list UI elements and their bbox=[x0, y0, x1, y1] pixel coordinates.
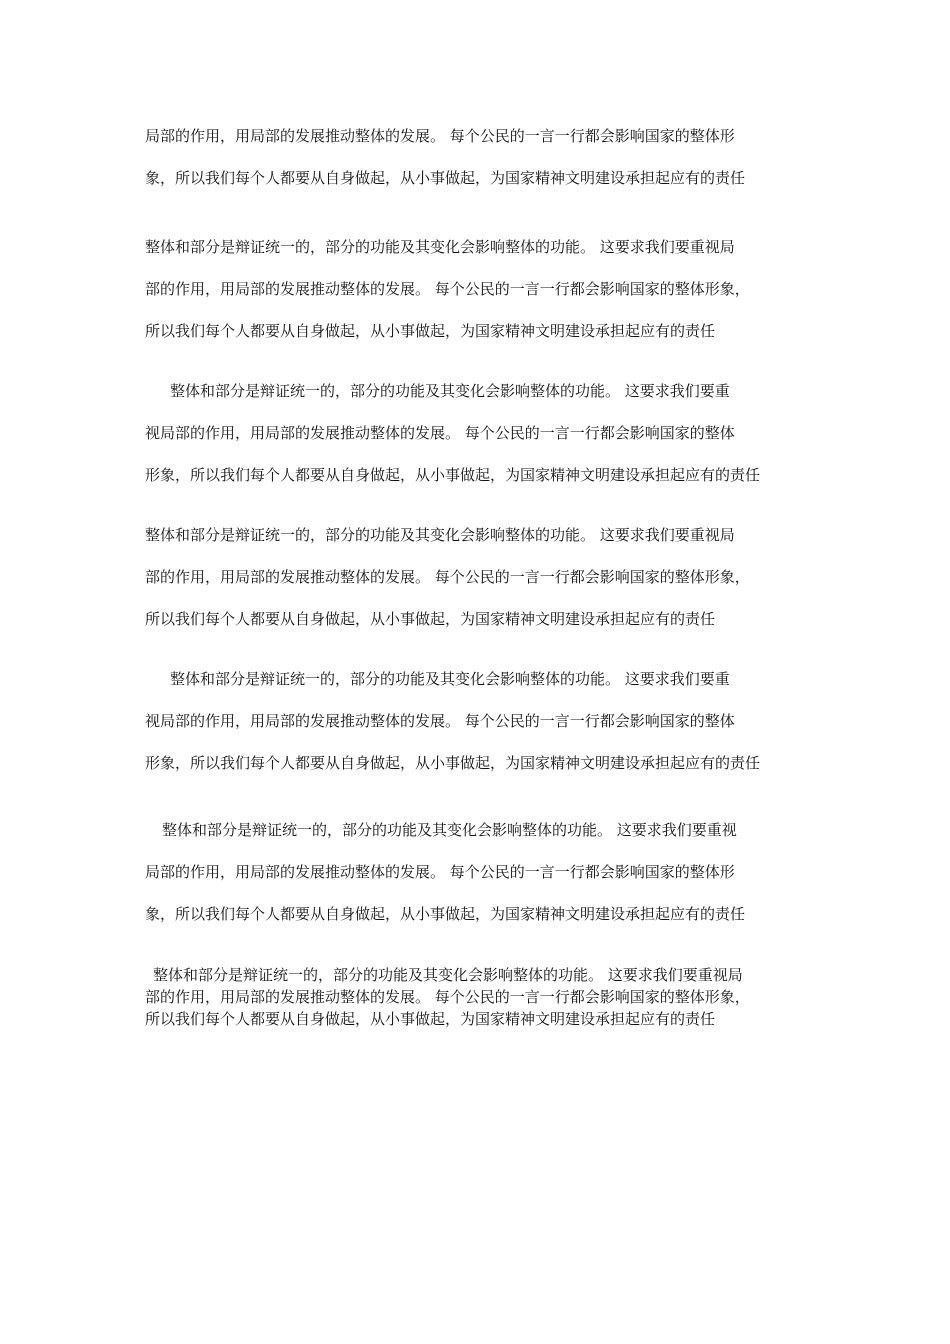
text-line: 部的作用，用局部的发展推动整体的发展。 每个公民的一言一行都会影响国家的整体形象， bbox=[145, 568, 750, 586]
text-line: 部的作用，用局部的发展推动整体的发展。 每个公民的一言一行都会影响国家的整体形象， bbox=[145, 280, 750, 298]
text-line: 局部的作用，用局部的发展推动整体的发展。 每个公民的一言一行都会影响国家的整体形 bbox=[145, 863, 735, 881]
text-line: 整体和部分是辩证统一的，部分的功能及其变化会影响整体的功能。 这要求我们要重视 bbox=[162, 821, 737, 839]
text-line: 局部的作用，用局部的发展推动整体的发展。 每个公民的一言一行都会影响国家的整体形 bbox=[145, 127, 735, 145]
text-line: 整体和部分是辩证统一的，部分的功能及其变化会影响整体的功能。 这要求我们要重 bbox=[170, 670, 730, 688]
text-line: 整体和部分是辩证统一的，部分的功能及其变化会影响整体的功能。 这要求我们要重视局 bbox=[145, 526, 735, 544]
text-line: 象，所以我们每个人都要从自身做起，从小事做起，为国家精神文明建设承担起应有的责任 bbox=[145, 905, 746, 923]
text-line: 形象，所以我们每个人都要从自身做起，从小事做起，为国家精神文明建设承担起应有的责任 bbox=[145, 754, 761, 772]
text-line: 象，所以我们每个人都要从自身做起，从小事做起，为国家精神文明建设承担起应有的责任 bbox=[145, 169, 746, 187]
text-line: 形象，所以我们每个人都要从自身做起，从小事做起，为国家精神文明建设承担起应有的责任 bbox=[145, 466, 761, 484]
text-line: 所以我们每个人都要从自身做起，从小事做起，为国家精神文明建设承担起应有的责任 bbox=[145, 322, 716, 340]
text-line: 整体和部分是辩证统一的，部分的功能及其变化会影响整体的功能。 这要求我们要重视局 bbox=[145, 238, 735, 256]
text-line: 整体和部分是辩证统一的，部分的功能及其变化会影响整体的功能。 这要求我们要重 bbox=[170, 382, 730, 400]
text-line: 所以我们每个人都要从自身做起，从小事做起，为国家精神文明建设承担起应有的责任 bbox=[145, 610, 716, 628]
text-line: 整体和部分是辩证统一的，部分的功能及其变化会影响整体的功能。 这要求我们要重视局 bbox=[153, 966, 743, 984]
text-line: 部的作用，用局部的发展推动整体的发展。 每个公民的一言一行都会影响国家的整体形象， bbox=[145, 988, 750, 1006]
text-line: 所以我们每个人都要从自身做起，从小事做起，为国家精神文明建设承担起应有的责任 bbox=[145, 1010, 716, 1028]
text-line: 视局部的作用，用局部的发展推动整体的发展。 每个公民的一言一行都会影响国家的整体 bbox=[145, 712, 735, 730]
text-line: 视局部的作用，用局部的发展推动整体的发展。 每个公民的一言一行都会影响国家的整体 bbox=[145, 424, 735, 442]
